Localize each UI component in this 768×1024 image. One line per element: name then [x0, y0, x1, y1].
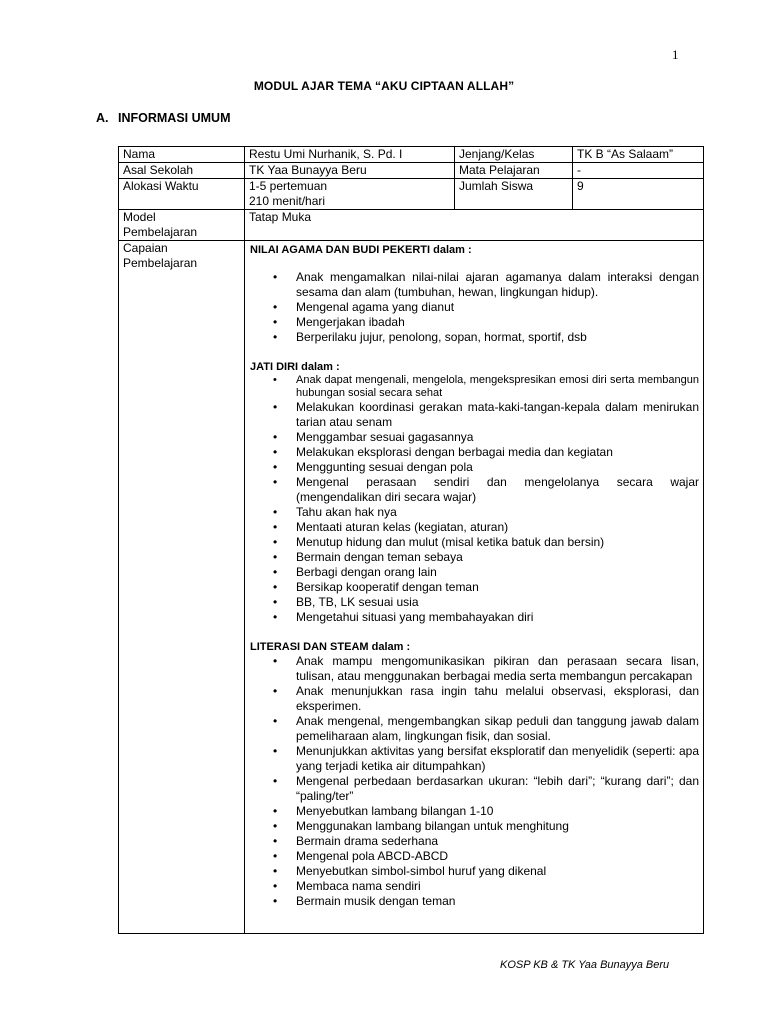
alokasi-menit: 210 menit/hari: [249, 194, 326, 208]
value-alokasi-waktu: [245, 179, 455, 210]
page-footer: KOSP KB & TK Yaa Bunayya Beru: [500, 959, 670, 971]
literasi-heading: [250, 640, 699, 654]
list-item: • Mengenal perasaan sendiri dan mengelolanya secara wajar (mengendalikan diri secara wajar): [296, 475, 699, 505]
list-item: • Anak menunjukkan rasa ingin tahu melalui observasi, eksplorasi, dan eksperimen.: [296, 684, 699, 714]
list-item: • Bermain musik dengan teman: [296, 894, 699, 909]
list-item: • Anak mampu mengomunikasikan pikiran dan perasaan secara lisan, tulisan, atau menggunakan berbagai media serta membangun percakapan: [296, 654, 699, 684]
value-mata-pelajaran: -: [573, 163, 704, 179]
list-item: • Bersikap kooperatif dengan teman: [296, 580, 699, 595]
nilai-agama-suffix: dalam :: [430, 244, 472, 256]
value-model-pembelajaran: Tatap Muka: [245, 210, 704, 241]
list-item: • Menunjukkan aktivitas yang bersifat eksploratif dan menyelidik (seperti: apa yang terjadi ketika air ditumpahkan): [296, 744, 699, 774]
document-title: MODUL AJAR TEMA “AKU CIPTAAN ALLAH”: [253, 79, 515, 93]
value-asal-sekolah: TK Yaa Bunayya Beru: [245, 163, 455, 179]
info-table: [118, 146, 704, 934]
list-item: • Tahu akan hak nya: [296, 505, 699, 520]
list-item: • Membaca nama sendiri: [296, 879, 699, 894]
value-nama: Restu Umi Nurhanik, S. Pd. I: [245, 147, 455, 163]
list-item: • BB, TB, LK sesuai usia: [296, 595, 699, 610]
jati-diri-title: JATI DIRI: [250, 361, 299, 373]
list-item: • Berperilaku jujur, penolong, sopan, hormat, sportif, dsb: [296, 330, 699, 345]
list-item: • Anak mengenal, mengembangkan sikap peduli dan tanggung jawab dalam pemeliharaan alam, lingkungan fisik, dan sosial.: [296, 714, 699, 744]
label-alokasi-waktu: Alokasi Waktu: [119, 179, 245, 210]
value-jenjang: TK B “As Salaam”: [573, 147, 704, 163]
row-asal-sekolah: [119, 163, 704, 179]
value-jumlah-siswa: 9: [573, 179, 704, 210]
label-capaian-pembelajaran: [119, 241, 245, 934]
label-jumlah-siswa: Jumlah Siswa: [455, 179, 573, 210]
capaian-content: [245, 241, 704, 934]
model-label-line1: Model: [123, 210, 156, 224]
label-mata-pelajaran: Mata Pelajaran: [455, 163, 573, 179]
list-item: • Melakukan koordinasi gerakan mata-kaki-tangan-kepala dalam menirukan tarian atau senam: [296, 400, 699, 430]
model-label-line2: Pembelajaran: [123, 225, 198, 239]
list-item: • Mengetahui situasi yang membahayakan diri: [296, 610, 699, 625]
list-item: • Bermain dengan teman sebaya: [296, 550, 699, 565]
list-item: • Mengerjakan ibadah: [296, 315, 699, 330]
list-item: • Menggunting sesuai dengan pola: [296, 460, 699, 475]
capaian-label-line1: Capaian: [123, 241, 168, 255]
row-model-pembelajaran: [119, 210, 704, 241]
list-item: • Menyebutkan simbol-simbol huruf yang dikenal: [296, 864, 699, 879]
list-item: • Anak mengamalkan nilai-nilai ajaran agamanya dalam interaksi dengan sesama dan alam (tumbuhan, hewan, lingkungan hidup).: [296, 270, 699, 300]
jati-diri-suffix: dalam :: [298, 361, 340, 373]
alokasi-pertemuan: 1-5 pertemuan: [249, 179, 328, 193]
list-item: • Menggambar sesuai gagasannya: [296, 430, 699, 445]
page-number: 1: [672, 47, 679, 62]
literasi-list: [250, 654, 699, 909]
nilai-agama-list: [250, 270, 699, 345]
list-item: • Mengenal pola ABCD-ABCD: [296, 849, 699, 864]
list-item: • Mentaati aturan kelas (kegiatan, aturan): [296, 520, 699, 535]
literasi-title: LITERASI DAN STEAM: [250, 641, 369, 653]
label-jenjang: Jenjang/Kelas: [455, 147, 573, 163]
literasi-suffix: dalam :: [368, 641, 411, 653]
list-item: • Menutup hidung dan mulut (misal ketika batuk dan bersin): [296, 535, 699, 550]
list-item: • Bermain drama sederhana: [296, 834, 699, 849]
nilai-agama-title: NILAI AGAMA DAN BUDI PEKERTI: [250, 244, 431, 256]
section-title: INFORMASI UMUM: [118, 111, 231, 125]
label-nama: Nama: [119, 147, 245, 163]
label-model-pembelajaran: [119, 210, 245, 241]
list-item: • Menggunakan lambang bilangan untuk menghitung: [296, 819, 699, 834]
row-alokasi-waktu: [119, 179, 704, 210]
nilai-agama-heading: [250, 243, 699, 257]
capaian-label-line2: Pembelajaran: [123, 256, 198, 270]
list-item: • Menyebutkan lambang bilangan 1-10: [296, 804, 699, 819]
jati-diri-heading: [250, 360, 699, 374]
label-asal-sekolah: Asal Sekolah: [119, 163, 245, 179]
list-item: • Melakukan eksplorasi dengan berbagai media dan kegiatan: [296, 445, 699, 460]
list-item: • Berbagi dengan orang lain: [296, 565, 699, 580]
list-item: • Mengenal agama yang dianut: [296, 300, 699, 315]
section-letter: A.: [96, 111, 109, 125]
row-capaian-pembelajaran: [119, 241, 704, 934]
list-item: • Mengenal perbedaan berdasarkan ukuran: “lebih dari”; “kurang dari”; dan “paling/ter”: [296, 774, 699, 804]
list-item: • Anak dapat mengenali, mengelola, mengekspresikan emosi diri serta membangun hubungan sosial secara sehat: [296, 374, 699, 400]
section-heading: [96, 111, 231, 125]
jati-diri-list: [250, 374, 699, 625]
row-nama: [119, 147, 704, 163]
